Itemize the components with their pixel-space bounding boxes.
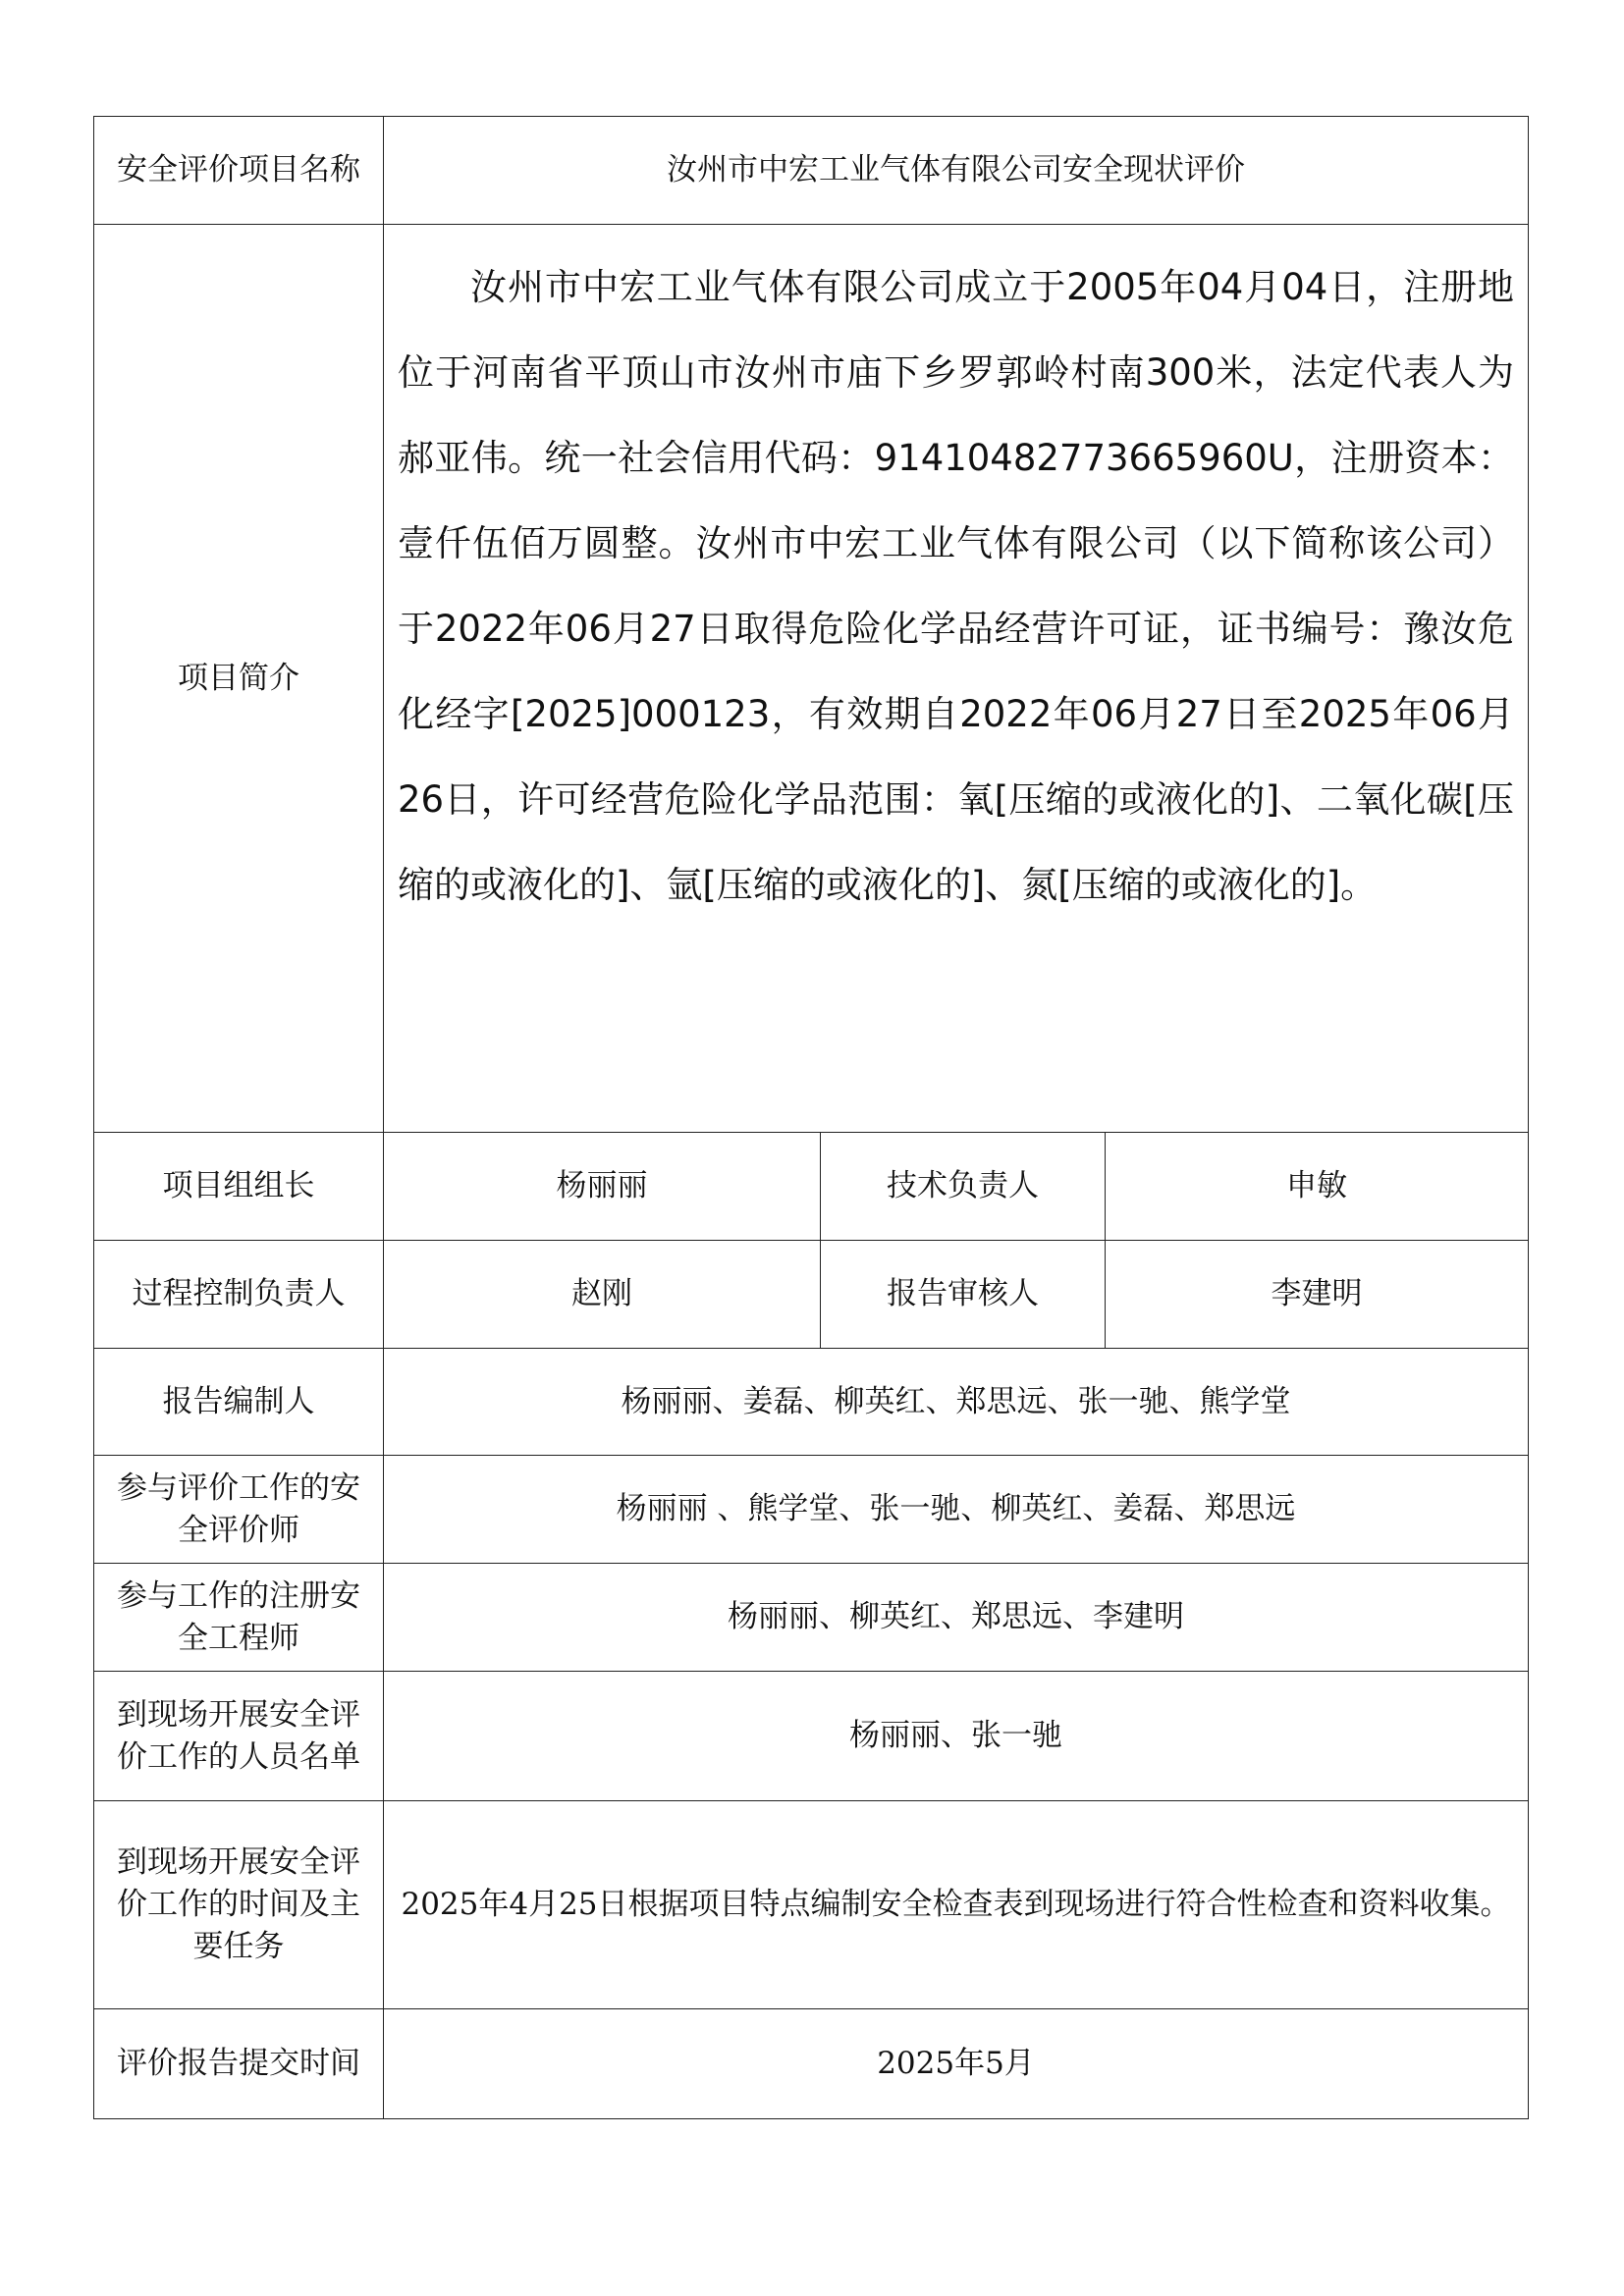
report-reviewer-value: 李建明 bbox=[1106, 1241, 1529, 1349]
row-process-control bbox=[94, 1241, 1529, 1349]
project-name-value: 汝州市中宏工业气体有限公司安全现状评价 bbox=[384, 117, 1529, 225]
tech-lead-value: 申敏 bbox=[1106, 1133, 1529, 1241]
onsite-time-tasks-value: 2025年4月25日根据项目特点编制安全检查表到现场进行符合性检查和资料收集。 bbox=[384, 1801, 1529, 2009]
row-registered-engineers bbox=[94, 1564, 1529, 1672]
registered-engineers-value: 杨丽丽、柳英红、郑思远、李建明 bbox=[384, 1564, 1529, 1672]
process-control-value: 赵刚 bbox=[384, 1241, 821, 1349]
row-submission-time bbox=[94, 2009, 1529, 2119]
project-intro-text: 汝州市中宏工业气体有限公司成立于2005年04月04日，注册地位于河南省平顶山市汝州市庙下乡罗郭岭村南300米，法定代表人为郝亚伟。统一社会信用代码：91410482773665960U，注册资本：壹仟伍佰万圆整。汝州市中宏工业气体有限公司（以下简称该公司）于2022年06月27日取得危险化学品经营许可证，证书编号：豫汝危化经字[2025]000123，有效期自2022年06月27日至2025年06月26日，许可经营危险化学品范围：氧[压缩的或液化的]、二氧化碳[压缩的或液化的]、氩[压缩的或液化的]、氮[压缩的或液化的]。 bbox=[398, 266, 1515, 906]
report-compilers-value: 杨丽丽、姜磊、柳英红、郑思远、张一驰、熊学堂 bbox=[384, 1349, 1529, 1456]
submission-time-label: 评价报告提交时间 bbox=[94, 2009, 384, 2119]
evaluators-label: 参与评价工作的安全评价师 bbox=[94, 1456, 384, 1564]
row-team-leader bbox=[94, 1133, 1529, 1241]
row-project-intro bbox=[94, 225, 1529, 1133]
report-compilers-label: 报告编制人 bbox=[94, 1349, 384, 1456]
project-intro-label: 项目简介 bbox=[94, 225, 384, 1133]
row-evaluators bbox=[94, 1456, 1529, 1564]
onsite-time-tasks-label: 到现场开展安全评价工作的时间及主要任务 bbox=[94, 1801, 384, 2009]
row-onsite-personnel bbox=[94, 1672, 1529, 1801]
evaluators-value: 杨丽丽 、熊学堂、张一驰、柳英红、姜磊、郑思远 bbox=[384, 1456, 1529, 1564]
row-project-name bbox=[94, 117, 1529, 225]
onsite-personnel-label: 到现场开展安全评价工作的人员名单 bbox=[94, 1672, 384, 1801]
project-name-label: 安全评价项目名称 bbox=[94, 117, 384, 225]
row-onsite-time-tasks bbox=[94, 1801, 1529, 2009]
team-leader-value: 杨丽丽 bbox=[384, 1133, 821, 1241]
project-intro-cell bbox=[384, 225, 1529, 1133]
process-control-label: 过程控制负责人 bbox=[94, 1241, 384, 1349]
tech-lead-label: 技术负责人 bbox=[821, 1133, 1106, 1241]
row-report-compilers bbox=[94, 1349, 1529, 1456]
evaluation-info-table bbox=[93, 116, 1529, 2119]
report-reviewer-label: 报告审核人 bbox=[821, 1241, 1106, 1349]
team-leader-label: 项目组组长 bbox=[94, 1133, 384, 1241]
registered-engineers-label: 参与工作的注册安全工程师 bbox=[94, 1564, 384, 1672]
onsite-personnel-value: 杨丽丽、张一驰 bbox=[384, 1672, 1529, 1801]
submission-time-value: 2025年5月 bbox=[384, 2009, 1529, 2119]
